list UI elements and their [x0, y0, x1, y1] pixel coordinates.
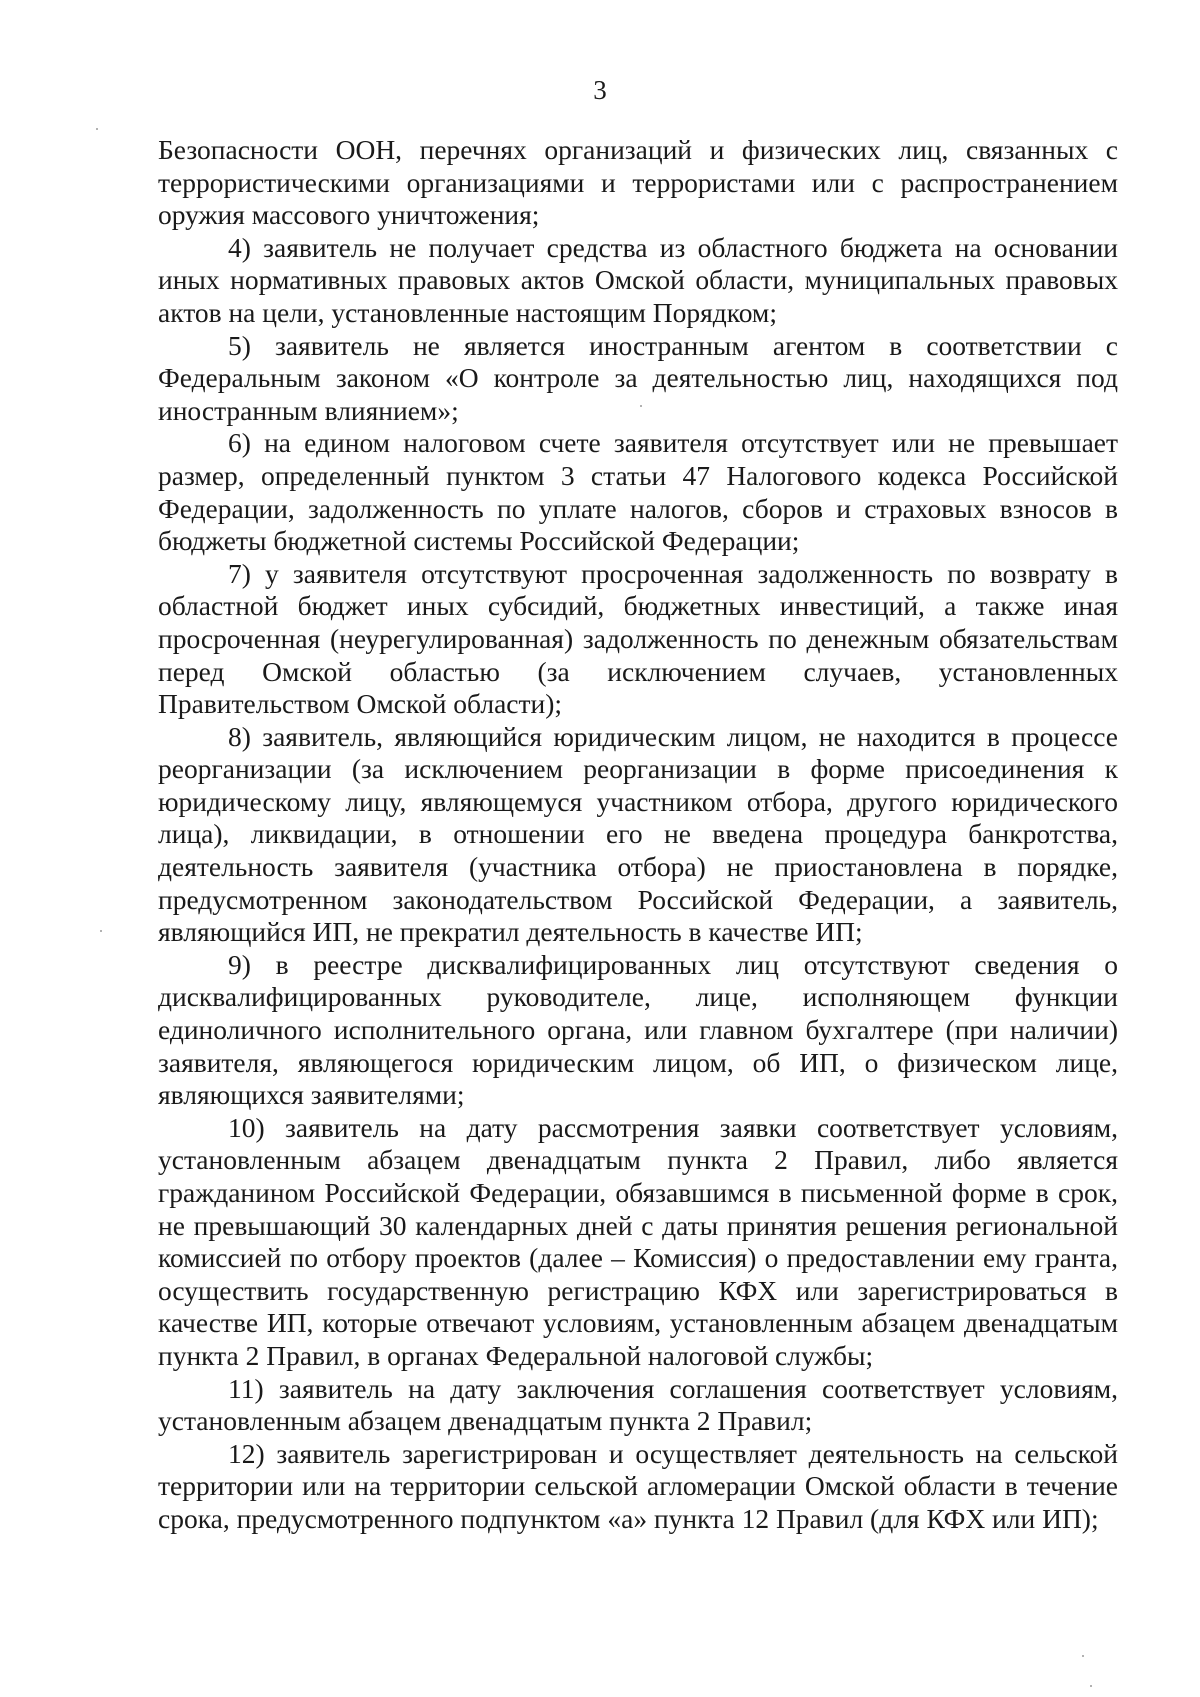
paragraph-item-7: 7) у заявителя отсутствуют просроченная задолженность по возврату в областной бюджет иных субсидий, бюджетных инвестиций, а также иная просроченная (неурегулированная) задолженность по денежным обязательствам перед Омской областью (за исключением случаев, установленных Правительством Омской области);: [158, 557, 1118, 720]
paragraph-item-6: 6) на едином налоговом счете заявителя отсутствует или не превышает размер, определенный пунктом 3 статьи 47 Налогового кодекса Российской Федерации, задолженность по уплате налогов, сборов и страховых взносов в бюджеты бюджетной системы Российской Федерации;: [158, 427, 1118, 557]
paragraph-item-10: 10) заявитель на дату рассмотрения заявки соответствует условиям, установленным абзацем двенадцатым пункта 2 Правил, либо является гражданином Российской Федерации, обязавшимся в письменной форме в срок, не превышающий 30 календарных дней с даты принятия решения региональной комиссией по отбору проектов (далее – Комиссия) о предоставлении ему гранта, осуществить государственную регистрацию КФХ или зарегистрироваться в качестве ИП, которые отвечают условиям, установленным абзацем двенадцатым пункта 2 Правил, в органах Федеральной налоговой службы;: [158, 1111, 1118, 1371]
paragraph-item-12: 12) заявитель зарегистрирован и осуществляет деятельность на сельской территории или на территории сельской агломерации Омской области в течение срока, предусмотренного подпунктом «а» пункта 12 Правил (для КФХ или ИП);: [158, 1437, 1118, 1534]
scan-speck: [640, 405, 642, 407]
scan-speck: [1082, 1655, 1084, 1657]
paragraph-item-5: 5) заявитель не является иностранным агентом в соответствии с Федеральным законом «О контроле за деятельностью лиц, находящихся под иностранным влиянием»;: [158, 329, 1118, 426]
paragraph-item-8: 8) заявитель, являющийся юридическим лицом, не находится в процессе реорганизации (за исключением реорганизации в форме присоединения к юридическому лицу, являющемуся участником отбора, другого юридического лица), ликвидации, в отношении его не введена процедура банкротства, деятельность заявителя (участника отбора) не приостановлена в порядке, предусмотренном законодательством Российской Федерации, а заявитель, являющийся ИП, не прекратил деятельность в качестве ИП;: [158, 720, 1118, 948]
paragraph-item-9: 9) в реестре дисквалифицированных лиц отсутствуют сведения о дисквалифицированных руководителе, лице, исполняющем функции единоличного исполнительного органа, или главном бухгалтере (при наличии) заявителя, являющегося юридическим лицом, об ИП, о физическом лице, являющихся заявителями;: [158, 948, 1118, 1111]
paragraph-continuation: Безопасности ООН, перечнях организаций и физических лиц, связанных с террористическими организациями и террористами или с распространением оружия массового уничтожения;: [158, 134, 1118, 231]
scan-speck: [96, 128, 98, 130]
scan-speck: [100, 930, 102, 932]
paragraph-item-11: 11) заявитель на дату заключения соглашения соответствует условиям, установленным абзацем двенадцатым пункта 2 Правил;: [158, 1372, 1118, 1437]
page-number: 3: [593, 75, 607, 105]
document-body: [158, 134, 1118, 1536]
paragraph-item-4: 4) заявитель не получает средства из областного бюджета на основании иных нормативных правовых актов Омской области, муниципальных правовых актов на цели, установленные настоящим Порядком;: [158, 231, 1118, 328]
scan-speck: [1090, 1685, 1092, 1687]
